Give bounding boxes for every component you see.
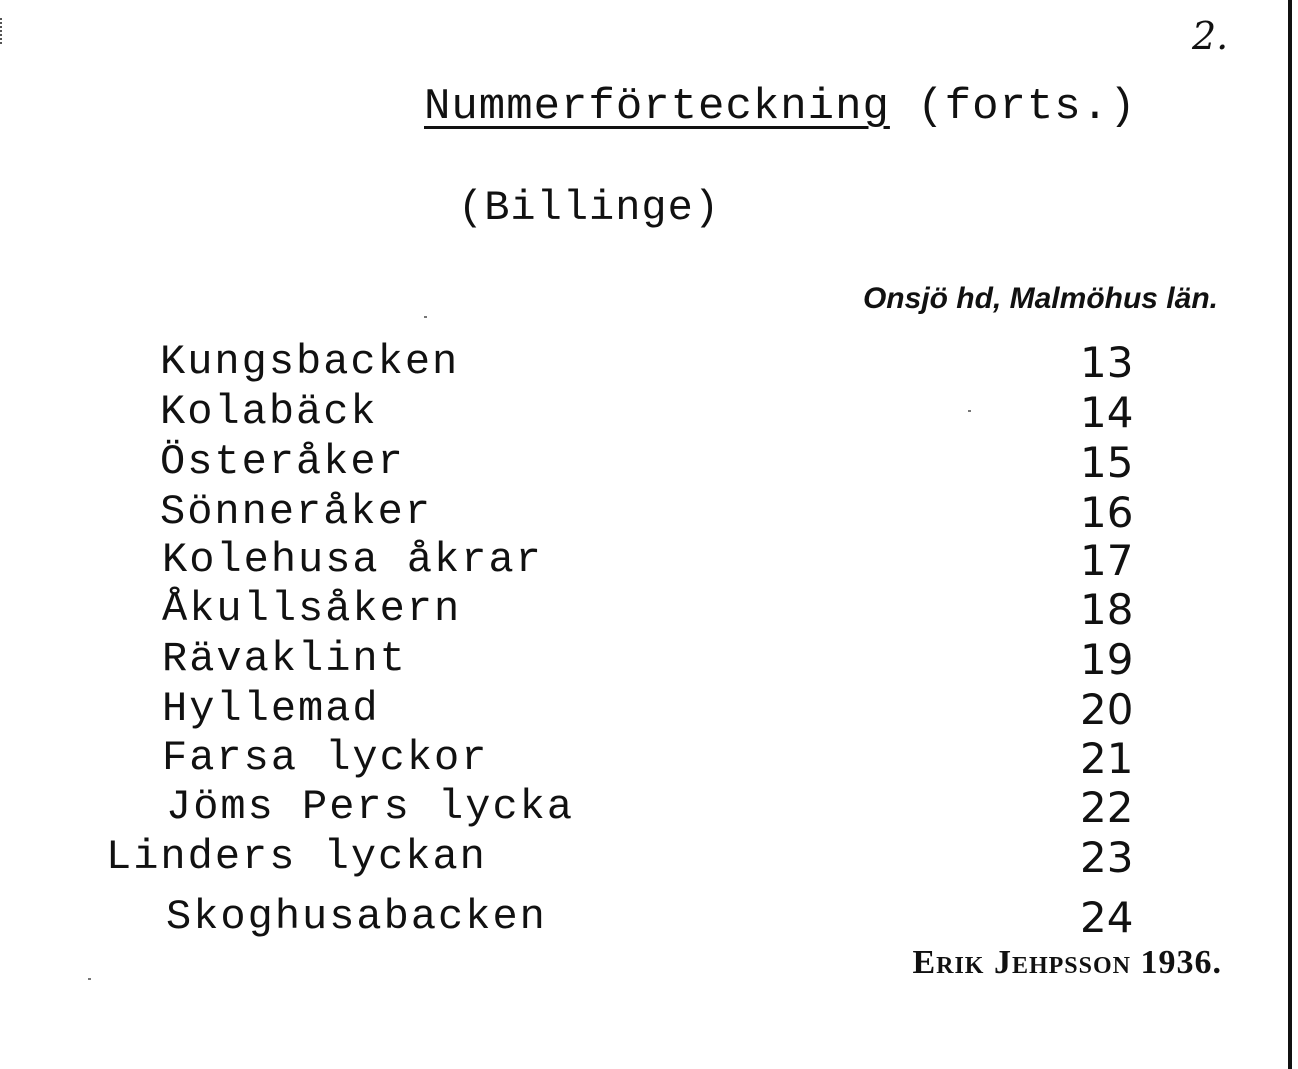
place-number: 13: [1080, 338, 1134, 387]
page-edge-line: [1288, 0, 1292, 1069]
list-item: [0, 833, 1288, 883]
place-name: Kungsbacken: [160, 338, 460, 386]
list-item: [0, 685, 1288, 735]
place-number: 18: [1080, 585, 1134, 634]
list-item: [0, 438, 1288, 488]
list-item: [0, 893, 1288, 943]
place-name: Kolabäck: [160, 388, 378, 436]
place-name: Rävaklint: [162, 635, 407, 683]
place-name: Farsa lyckor: [162, 734, 489, 782]
place-name: Jöms Pers lycka: [166, 783, 575, 831]
place-name: Kolehusa åkrar: [162, 536, 543, 584]
place-number: 15: [1080, 438, 1134, 487]
author-signature: Erik Jehpsson 1936.: [912, 944, 1222, 981]
place-number: 16: [1080, 488, 1134, 537]
ink-speck: [424, 316, 427, 318]
parish-subtitle: (Billinge): [458, 184, 721, 232]
place-number: 14: [1080, 388, 1134, 437]
place-name: Åkullsåkern: [162, 585, 462, 633]
list-item: [0, 783, 1288, 833]
ink-speck: [88, 978, 91, 980]
list-item: [0, 734, 1288, 784]
margin-dots: [0, 18, 6, 44]
place-number: 17: [1080, 536, 1134, 585]
title-main: Nummerförteckning: [424, 82, 890, 132]
list-item: [0, 388, 1288, 438]
place-number: 22: [1080, 783, 1134, 832]
ink-speck: [968, 410, 971, 412]
place-number: 19: [1080, 635, 1134, 684]
place-number: 20: [1080, 685, 1134, 734]
list-item: [0, 338, 1288, 388]
place-number: 21: [1080, 734, 1134, 783]
place-name: Skoghusabacken: [166, 893, 547, 941]
title-suffix: (forts.): [917, 82, 1137, 132]
list-item: [0, 585, 1288, 635]
place-number: 23: [1080, 833, 1134, 882]
place-number: 24: [1080, 893, 1134, 942]
list-item: [0, 635, 1288, 685]
page-title: [424, 82, 1137, 132]
page-number: 2.: [1192, 14, 1229, 58]
list-item: [0, 536, 1288, 586]
place-name: Linders lyckan: [106, 833, 487, 881]
place-name: Hyllemad: [162, 685, 380, 733]
place-name: Sönneråker: [160, 488, 433, 536]
list-item: [0, 488, 1288, 538]
region-label: Onsjö hd, Malmöhus län.: [862, 282, 1218, 315]
place-name: Österåker: [160, 438, 405, 486]
